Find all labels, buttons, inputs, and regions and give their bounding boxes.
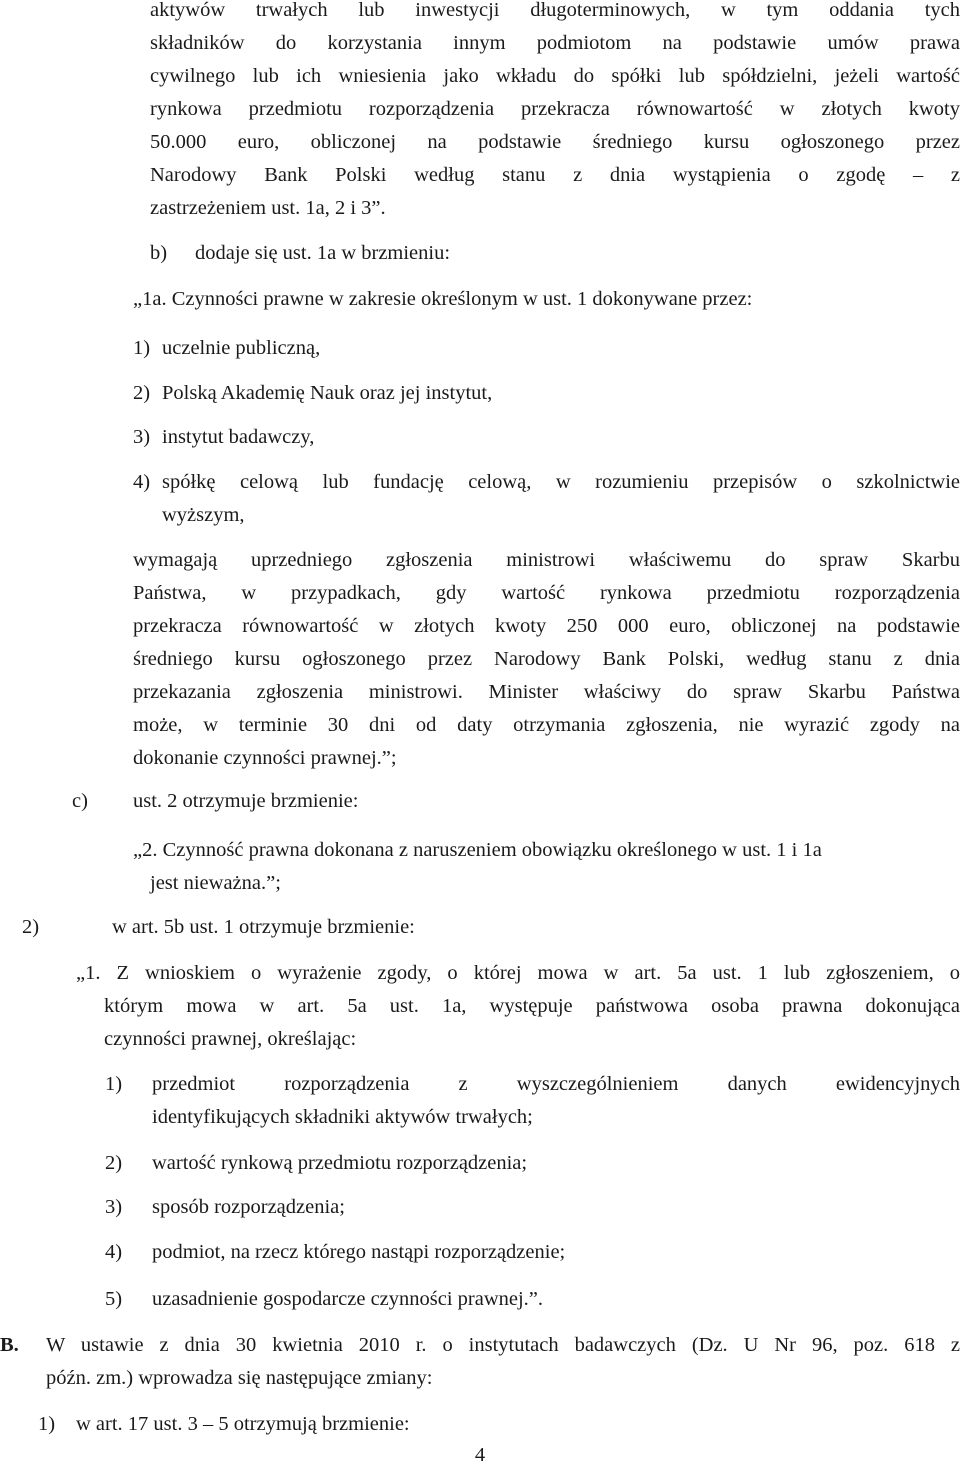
text-line: spółkę celową lub fundację celową, w rozumieniu przepisów o szkolnictwie (162, 471, 960, 493)
text-line: identyfikujących składniki aktywów trwałych; (152, 1106, 533, 1128)
list-item: instytut badawczy, (162, 426, 315, 448)
text-line: przedmiot rozporządzenia z wyszczególnieniem danych ewidencyjnych (152, 1073, 960, 1095)
text-line: Państwa, w przypadkach, gdy wartość rynkowa przedmiotu rozporządzenia (133, 582, 960, 604)
list-marker: 4) (105, 1241, 123, 1263)
text-line: „2. Czynność prawna dokonana z naruszeniem obowiązku określonego w ust. 1 i 1a (133, 839, 822, 861)
text-line: przekracza równowartość w złotych kwoty 250 000 euro, obliczonej na podstawie (133, 615, 960, 637)
list-marker: 1) (105, 1073, 123, 1095)
list-marker: 4) (133, 471, 151, 493)
section-marker-B: B. (0, 1334, 19, 1356)
text-line: czynności prawnej, określając: (104, 1028, 357, 1050)
text-line: przekazania zgłoszenia ministrowi. Minister właściwy do spraw Skarbu Państwa (133, 681, 960, 703)
ust1a-tail-paragraph (133, 544, 960, 775)
text-line: dokonanie czynności prawnej.”; (133, 747, 397, 769)
list-marker: 3) (105, 1196, 123, 1218)
list-marker-b: b) (150, 242, 168, 264)
text-line: średniego kursu ogłoszonego przez Narodowy Bank Polski, według stanu z dnia (133, 648, 960, 670)
list-marker-2: 2) (22, 916, 40, 938)
list-item: podmiot, na rzecz którego nastąpi rozporządzenie; (152, 1241, 566, 1263)
text-line: wymagają uprzedniego zgłoszenia ministrowi właściwemu do spraw Skarbu (133, 549, 960, 571)
list-marker: 1) (133, 337, 151, 359)
list-marker: 5) (105, 1288, 123, 1310)
list-item (152, 1068, 960, 1134)
text-line: „1. Z wnioskiem o wyrażenie zgody, o której mowa w art. 5a ust. 1 lub zgłoszeniem, o (76, 962, 960, 984)
list-item: uzasadnienie gospodarcze czynności prawnej.”. (152, 1288, 544, 1310)
list-item: Polską Akademię Nauk oraz jej instytut, (162, 382, 493, 404)
list-item: uczelnie publiczną, (162, 337, 321, 359)
text-line: późn. zm.) wprowadza się następujące zmiany: (46, 1367, 433, 1389)
page-number: 4 (474, 1444, 486, 1466)
ust2-text (133, 834, 960, 900)
list-marker: 2) (105, 1152, 123, 1174)
list-marker: 2) (133, 382, 151, 404)
text-line: zastrzeżeniem ust. 1a, 2 i 3”. (150, 197, 386, 219)
text-line: rynkowa przedmiotu rozporządzenia przekracza równowartość w złotych kwoty (150, 98, 960, 120)
point-1-text: w art. 17 ust. 3 – 5 otrzymują brzmienie: (76, 1413, 410, 1435)
list-marker-c: c) (72, 790, 88, 812)
point-b-text: dodaje się ust. 1a w brzmieniu: (195, 242, 451, 264)
text-line: wyższym, (162, 504, 245, 526)
list-marker: 3) (133, 426, 151, 448)
list-item: sposób rozporządzenia; (152, 1196, 345, 1218)
point-c-text: ust. 2 otrzymuje brzmienie: (133, 790, 359, 812)
point-2-text: w art. 5b ust. 1 otrzymuje brzmienie: (112, 916, 415, 938)
text-line: aktywów trwałych lub inwestycji długoterminowych, w tym oddania tych (150, 0, 960, 21)
list-item (162, 466, 960, 532)
list-item: wartość rynkową przedmiotu rozporządzenia; (152, 1152, 528, 1174)
text-line: jest nieważna.”; (150, 872, 281, 894)
text-line: W ustawie z dnia 30 kwietnia 2010 r. o instytutach badawczych (Dz. U Nr 96, poz. 618 z (46, 1334, 960, 1356)
art5b-text (76, 957, 960, 1056)
text-line: 50.000 euro, obliczonej na podstawie średniego kursu ogłoszonego przez (150, 131, 960, 153)
ust1a-intro: „1a. Czynności prawne w zakresie określonym w ust. 1 dokonywane przez: (133, 288, 753, 310)
text-line: którym mowa w art. 5a ust. 1a, występuje państwowa osoba prawna dokonująca (104, 995, 960, 1017)
section-B-text (46, 1329, 960, 1395)
list-marker-1: 1) (38, 1413, 56, 1435)
text-line: cywilnego lub ich wniesienia jako wkładu do spółki lub spółdzielni, jeżeli wartość (150, 65, 960, 87)
text-line: składników do korzystania innym podmiotom na podstawie umów prawa (150, 32, 960, 54)
paragraph-continuation (150, 0, 960, 225)
text-line: może, w terminie 30 dni od daty otrzymania zgłoszenia, nie wyrazić zgody na (133, 714, 960, 736)
text-line: Narodowy Bank Polski według stanu z dnia wystąpienia o zgodę – z (150, 164, 960, 186)
